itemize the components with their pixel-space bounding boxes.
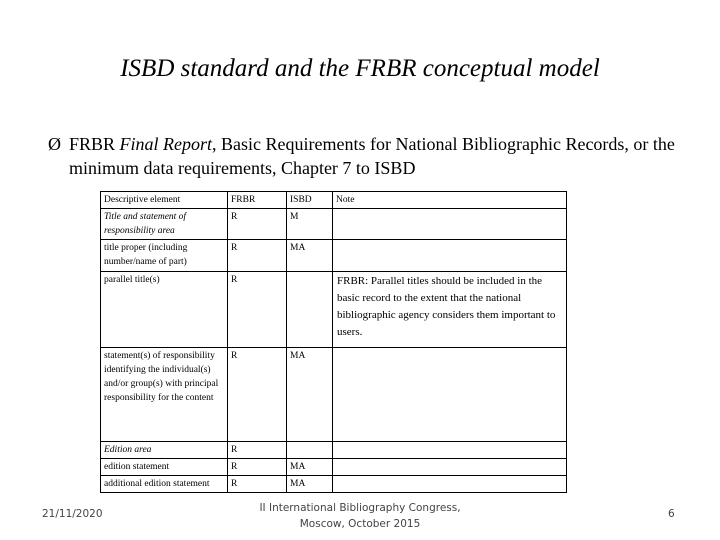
cell-note (333, 240, 567, 272)
table-row (101, 240, 567, 272)
header-note: Note (333, 192, 567, 209)
cell-frbr: R (228, 442, 287, 459)
table-row (101, 459, 567, 476)
cell-note: FRBR: Parallel titles should be included in the basic record to the extent that the national bibliographic agency considers them important to users. (333, 272, 567, 348)
cell-element: Title and statement of responsibility area (101, 209, 228, 240)
cell-isbd: M (287, 209, 333, 240)
cell-element: statement(s) of responsibility identifying the individual(s) and/or group(s) with principal responsibility for the content (101, 348, 228, 442)
cell-isbd (287, 442, 333, 459)
header-frbr: FRBR (228, 192, 287, 209)
cell-note (333, 459, 567, 476)
cell-isbd: MA (287, 459, 333, 476)
bullet-point (48, 132, 688, 180)
cell-frbr: R (228, 348, 287, 442)
bullet-text (48, 132, 688, 180)
cell-element: parallel title(s) (101, 272, 228, 348)
requirements-table (100, 191, 567, 493)
table-row (101, 442, 567, 459)
slide-title: ISBD standard and the FRBR conceptual model (120, 55, 600, 82)
table-row (101, 272, 567, 348)
cell-isbd: MA (287, 476, 333, 493)
table-row (101, 476, 567, 493)
table-header-row (101, 192, 567, 209)
footer-event-line2: Moscow, October 2015 (299, 518, 421, 530)
header-isbd: ISBD (287, 192, 333, 209)
table-row (101, 348, 567, 442)
arrow-bullet-icon: Ø (48, 134, 61, 154)
cell-element: title proper (including number/name of part) (101, 240, 228, 272)
cell-note (333, 476, 567, 493)
bullet-text-part1: FRBR (69, 134, 120, 154)
cell-frbr: R (228, 240, 287, 272)
cell-isbd: MA (287, 348, 333, 442)
cell-isbd (287, 272, 333, 348)
cell-frbr: R (228, 209, 287, 240)
cell-element: Edition area (101, 442, 228, 459)
cell-note (333, 442, 567, 459)
table-row (101, 209, 567, 240)
footer-event (230, 500, 490, 532)
cell-isbd: MA (287, 240, 333, 272)
header-descriptive-element: Descriptive element (101, 192, 228, 209)
bullet-text-part2: , Basic Requirements for National Bibliographic Records, or the minimum data requirements, Chapter 7 to ISBD (69, 134, 675, 178)
bullet-text-italic: Final Report (119, 134, 213, 154)
footer-date: 21/11/2020 (42, 508, 103, 520)
page-number: 6 (668, 508, 675, 520)
cell-frbr: R (228, 459, 287, 476)
cell-frbr: R (228, 476, 287, 493)
cell-element: edition statement (101, 459, 228, 476)
cell-note (333, 209, 567, 240)
cell-element: additional edition statement (101, 476, 228, 493)
cell-note (333, 348, 567, 442)
cell-frbr: R (228, 272, 287, 348)
footer-event-line1: II International Bibliography Congress, (259, 502, 461, 514)
